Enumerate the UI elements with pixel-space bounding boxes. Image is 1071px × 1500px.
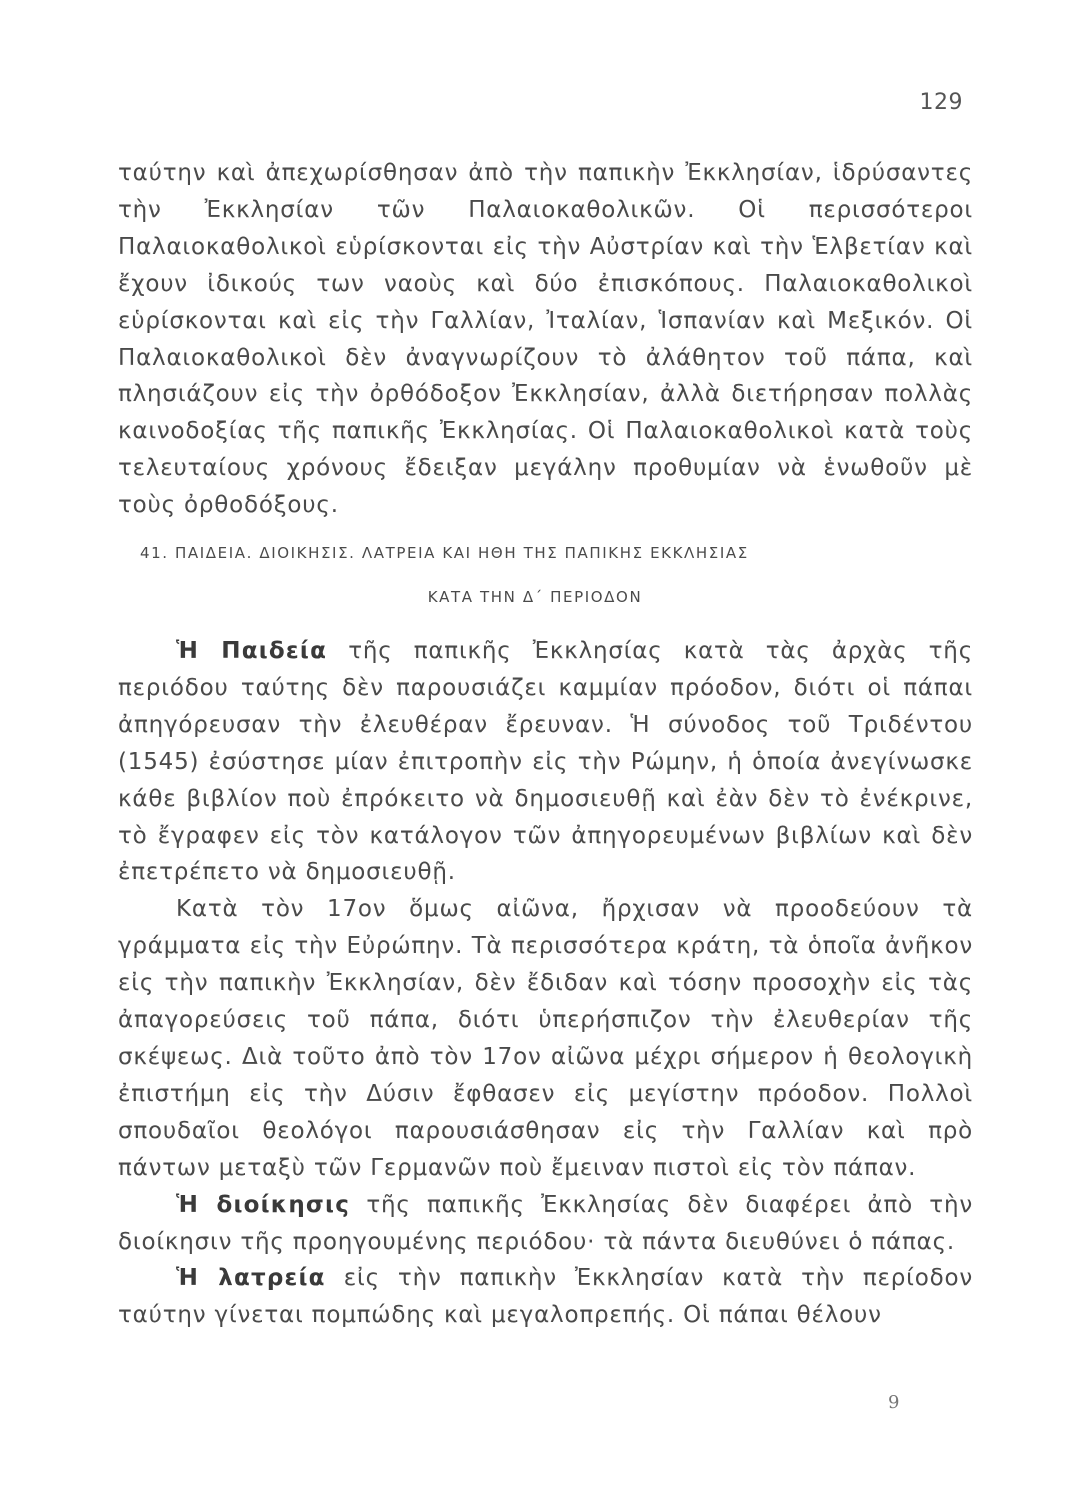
intro-paragraph: [118, 155, 973, 524]
term-worship: Ἡ λατρεία: [176, 1265, 326, 1292]
printer-signature-mark: 9: [888, 1392, 900, 1413]
section-heading: 41. ΠΑΙΔΕΙΑ. ΔΙΟΙΚΗΣΙΣ. ΛΑΤΡΕΙΑ ΚΑΙ ΗΘΗ ΤΗΣ ΠΑΠΙΚΗΣ ΕΚΚΛΗΣΙΑΣ: [140, 544, 749, 562]
page-number: 129: [919, 90, 963, 115]
paragraph-education-text: τῆς παπικῆς Ἐκκλησίας κατὰ τὰς ἀρχὰς τῆς περιόδου ταύτης δὲν παρουσιάζει καμμίαν πρόοδον, διότι οἱ πάπαι ἀπηγόρευσαν τὴν ἐλευθέραν ἔρευναν. Ἡ σύνοδος τοῦ Τριδέντου (1545) ἐσύστησε μίαν ἐπιτροπὴν εἰς τὴν Ρώμην, ἡ ὁποία ἀνεγίνωσκε κάθε βιβλίον ποὺ ἐπρόκειτο νὰ δημοσιευθῇ καὶ ἐὰν δὲν τὸ ἐνέκρινε, τὸ ἔγραφεν εἰς τὸν κατάλογον τῶν ἀπηγορευμένων βιβλίων καὶ δὲν ἐπετρέπετο νὰ δημοσιευθῇ.: [118, 638, 973, 886]
paragraph-17th-century: Κατὰ τὸν 17ον ὅμως αἰῶνα, ἤρχισαν νὰ προοδεύουν τὰ γράμματα εἰς τὴν Εὐρώπην. Τὰ περισσότερα κράτη, τὰ ὁποῖα ἀνῆκον εἰς τὴν παπικὴν Ἐκκλησίαν, δὲν ἔδιδαν καὶ τόσην προσοχὴν εἰς τὰς ἀπαγορεύσεις τοῦ πάπα, διότι ὑπερήσπιζον τὴν ἐλευθερίαν τῆς σκέψεως. Διὰ τοῦτο ἀπὸ τὸν 17ον αἰῶνα μέχρι σήμερον ἡ θεολογικὴ ἐπιστήμη εἰς τὴν Δύσιν ἔφθασεν εἰς μεγίστην πρόοδον. Πολλοὶ σπουδαῖοι θεολόγοι παρουσιάσθησαν εἰς τὴν Γαλλίαν καὶ πρὸ πάντων μεταξὺ τῶν Γερμανῶν ποὺ ἔμειναν πιστοὶ εἰς τὸν πάπαν.: [118, 896, 973, 1181]
paragraph-worship-text: εἰς τὴν παπικὴν Ἐκκλησίαν κατὰ τὴν περίοδον ταύτην γίνεται πομπώδης καὶ μεγαλοπρεπής. Οἱ πάπαι θέλουν: [118, 1265, 974, 1329]
paragraph-education: [118, 633, 973, 891]
term-administration: Ἡ διοίκησις: [176, 1191, 351, 1218]
section-subheading: ΚΑΤΑ ΤΗΝ Δ΄ ΠΕΡΙΟΔΟΝ: [427, 588, 643, 606]
term-education: Ἡ Παιδεία: [176, 638, 328, 664]
paragraph-administration: [118, 1187, 973, 1261]
section-body: [118, 633, 973, 1334]
paragraph-administration-text: τῆς παπικῆς Ἐκκλησίας δὲν διαφέρει ἀπὸ τὴν διοίκησιν τῆς προηγουμένης περιόδου· τὰ πάντα διευθύνει ὁ πάπας.: [118, 1191, 973, 1255]
intro-text: ταύτην καὶ ἀπεχωρίσθησαν ἀπὸ τὴν παπικὴν Ἐκκλησίαν, ἱδρύσαντες τὴν Ἐκκλησίαν τῶν Παλαιοκαθολικῶν. Οἱ περισσότεροι Παλαιοκαθολικοὶ εὑρίσκονται εἰς τὴν Αὐστρίαν καὶ τὴν Ἑλβετίαν καὶ ἔχουν ἰδικούς των ναοὺς καὶ δύο ἐπισκόπους. Παλαιοκαθολικοὶ εὑρίσκονται καὶ εἰς τὴν Γαλλίαν, Ἰταλίαν, Ἱσπανίαν καὶ Μεξικόν. Οἱ Παλαιοκαθολικοὶ δὲν ἀναγνωρίζουν τὸ ἀλάθητον τοῦ πάπα, καὶ πλησιάζουν εἰς τὴν ὀρθόδοξον Ἐκκλησίαν, ἀλλὰ διετήρησαν πολλὰς καινοδοξίας τῆς παπικῆς Ἐκκλησίας. Οἱ Παλαιοκαθολικοὶ κατὰ τοὺς τελευταίους χρόνους ἔδειξαν μεγάλην προθυμίαν νὰ ἑνωθοῦν μὲ τοὺς ὀρθοδόξους.: [118, 160, 973, 519]
paragraph-worship: [118, 1260, 973, 1334]
